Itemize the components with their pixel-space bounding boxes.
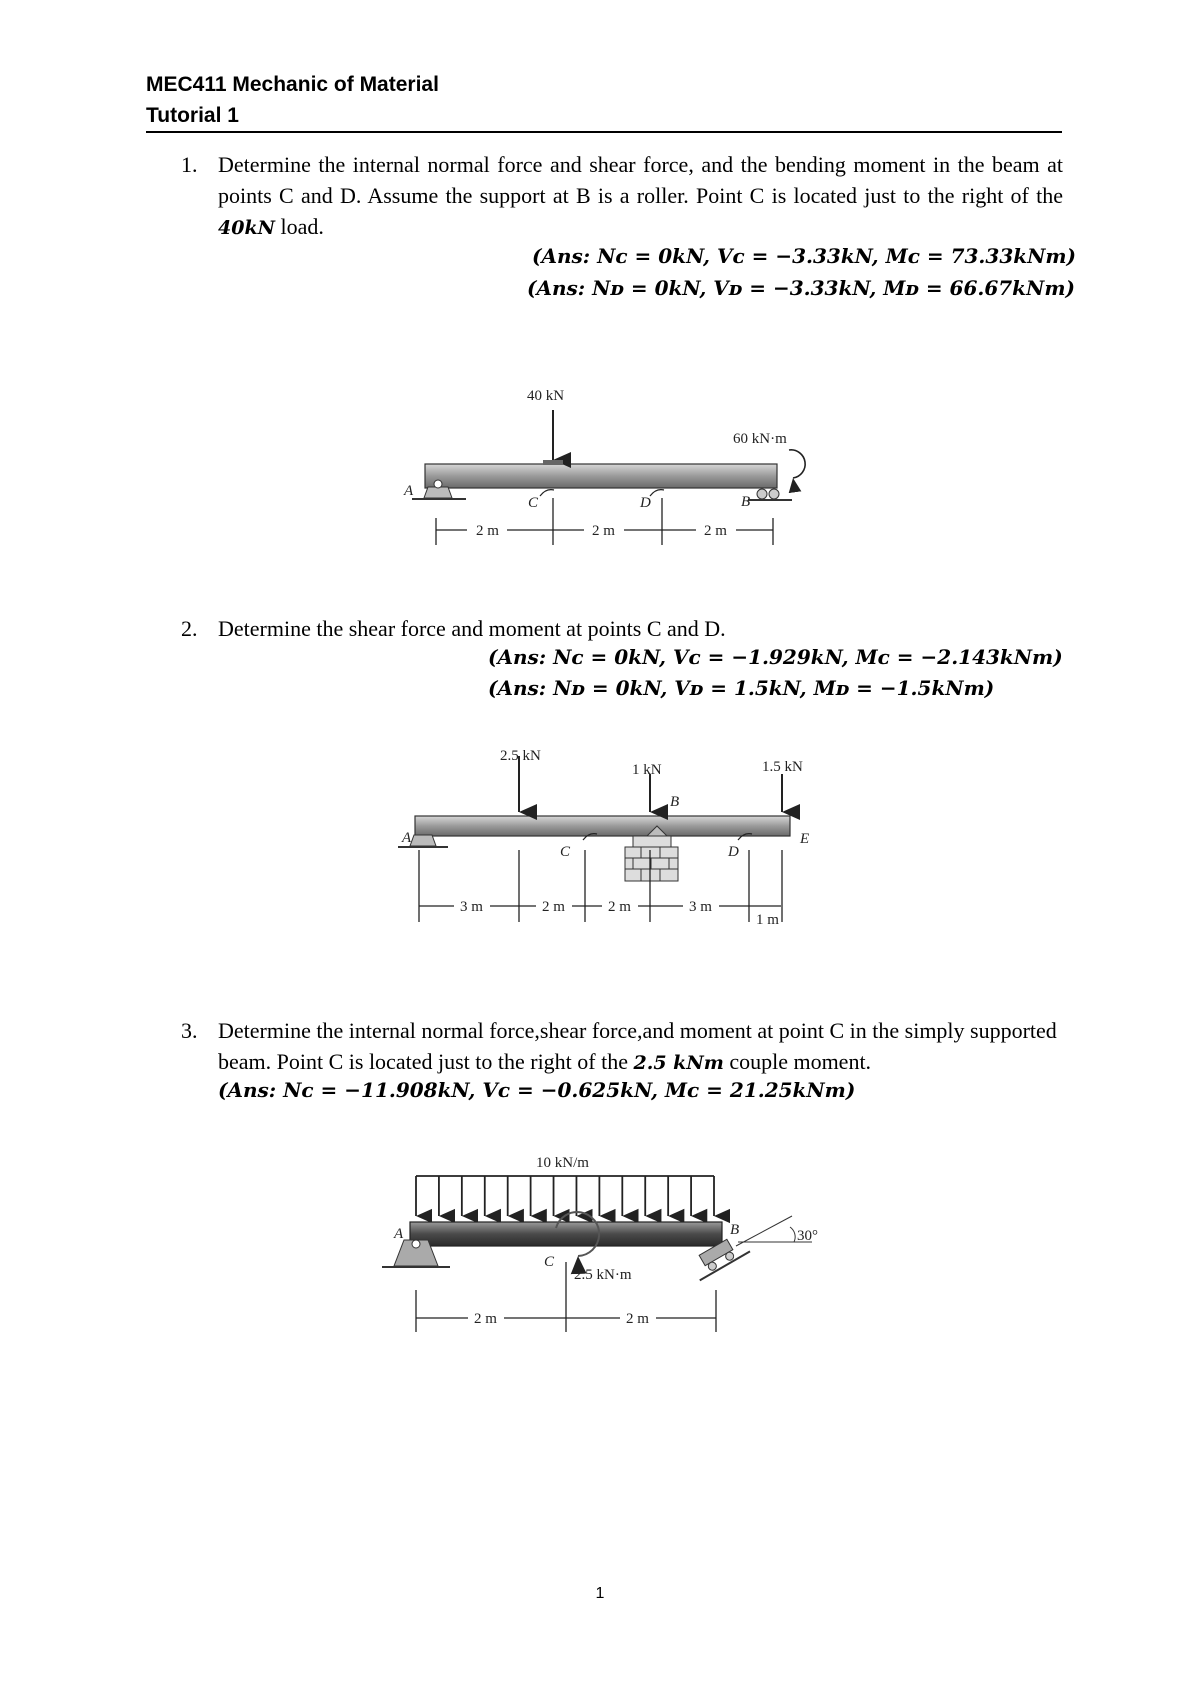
figure-2 xyxy=(398,748,809,928)
fig2-dim-3: 2 m xyxy=(608,899,631,915)
fig2-point-a: A xyxy=(402,830,412,846)
fig3-load-label: 10 kN/m xyxy=(536,1155,589,1171)
fig3-point-c: C xyxy=(544,1254,555,1270)
q3-answer-1: (Ans: Nᴄ = −11.908kN, Vᴄ = −0.625kN, Mᴄ = 21.25kNm) xyxy=(218,1078,856,1102)
course-title: MEC411 Mechanic of Material xyxy=(146,73,439,96)
fig1-roller-support-b xyxy=(748,489,792,500)
fig3-dimension-lines xyxy=(416,1262,716,1332)
fig2-load-label-2: 1 kN xyxy=(632,762,662,778)
fig2-dim-2: 2 m xyxy=(542,899,565,915)
fig2-point-c: C xyxy=(560,844,571,860)
q1-text-part-1: Determine the internal normal force and shear force, and the bending moment in the beam at points C and D. Assume the support at B is a roller. Point C is located just to the right of the xyxy=(218,152,1063,208)
fig3-distributed-load xyxy=(416,1176,714,1216)
fig1-load-arrow xyxy=(543,410,563,465)
q3-emphasis: 2.5 kNm xyxy=(633,1052,724,1074)
fig3-point-b: B xyxy=(730,1222,740,1238)
fig1-moment-arrow xyxy=(789,450,805,478)
q1-answer-1: (Ans: Nᴄ = 0kN, Vᴄ = −3.33kN, Mᴄ = 73.33kNm) xyxy=(532,244,1076,268)
fig2-point-e: E xyxy=(800,831,810,847)
fig1-point-c: C xyxy=(528,495,539,511)
fig2-dim-5: 1 m xyxy=(756,912,779,928)
fig2-beam xyxy=(415,816,790,836)
fig2-load-label-3: 1.5 kN xyxy=(762,759,803,775)
fig2-point-d: D xyxy=(728,844,739,860)
fig3-beam xyxy=(410,1222,722,1246)
q1-answer-2: (Ans: Nᴅ = 0kN, Vᴅ = −3.33kN, Mᴅ = 66.67kNm) xyxy=(527,276,1075,300)
fig1-dim-2: 2 m xyxy=(592,523,615,539)
q3-number: 3. xyxy=(181,1018,198,1043)
fig3-point-a: A xyxy=(394,1226,404,1242)
q2-text: Determine the shear force and moment at points C and D. xyxy=(218,616,726,641)
fig2-point-b: B xyxy=(670,794,680,810)
fig3-moment-label: 2.5 kN·m xyxy=(574,1267,632,1283)
fig1-point-b: B xyxy=(741,494,751,510)
fig3-dim-2: 2 m xyxy=(626,1311,649,1327)
figure-3 xyxy=(382,1155,818,1332)
q1-emphasis: 40kN xyxy=(218,217,275,239)
fig1-point-a: A xyxy=(404,483,414,499)
fig3-dim-1: 2 m xyxy=(474,1311,497,1327)
q1-text-part-2: load. xyxy=(280,214,324,239)
q3-text-part-2: couple moment. xyxy=(729,1049,872,1074)
fig1-point-d: D xyxy=(640,495,651,511)
fig1-dim-1: 2 m xyxy=(476,523,499,539)
fig2-load-label-1: 2.5 kN xyxy=(500,748,541,764)
fig3-angle-label: 30° xyxy=(797,1228,818,1244)
fig1-moment-label: 60 kN·m xyxy=(733,431,787,447)
tutorial-title: Tutorial 1 xyxy=(146,104,239,127)
fig2-dim-4: 3 m xyxy=(689,899,712,915)
q1-number: 1. xyxy=(181,152,198,177)
q2-number: 2. xyxy=(181,616,198,641)
fig1-beam xyxy=(425,464,777,488)
fig2-dim-1: 3 m xyxy=(460,899,483,915)
fig1-dim-3: 2 m xyxy=(704,523,727,539)
q3-text-part-1: Determine the internal normal force,shear force,and moment at point C in the simply supported beam. Point C is located just to the right of the xyxy=(218,1018,1057,1074)
figure-1 xyxy=(403,388,805,545)
q2-answer-2: (Ans: Nᴅ = 0kN, Vᴅ = 1.5kN, Mᴅ = −1.5kNm) xyxy=(488,676,995,700)
fig1-load-label: 40 kN xyxy=(527,388,565,404)
page-number: 1 xyxy=(595,1585,605,1602)
q2-answer-1: (Ans: Nᴄ = 0kN, Vᴄ = −1.929kN, Mᴄ = −2.143kNm) xyxy=(488,645,1063,669)
